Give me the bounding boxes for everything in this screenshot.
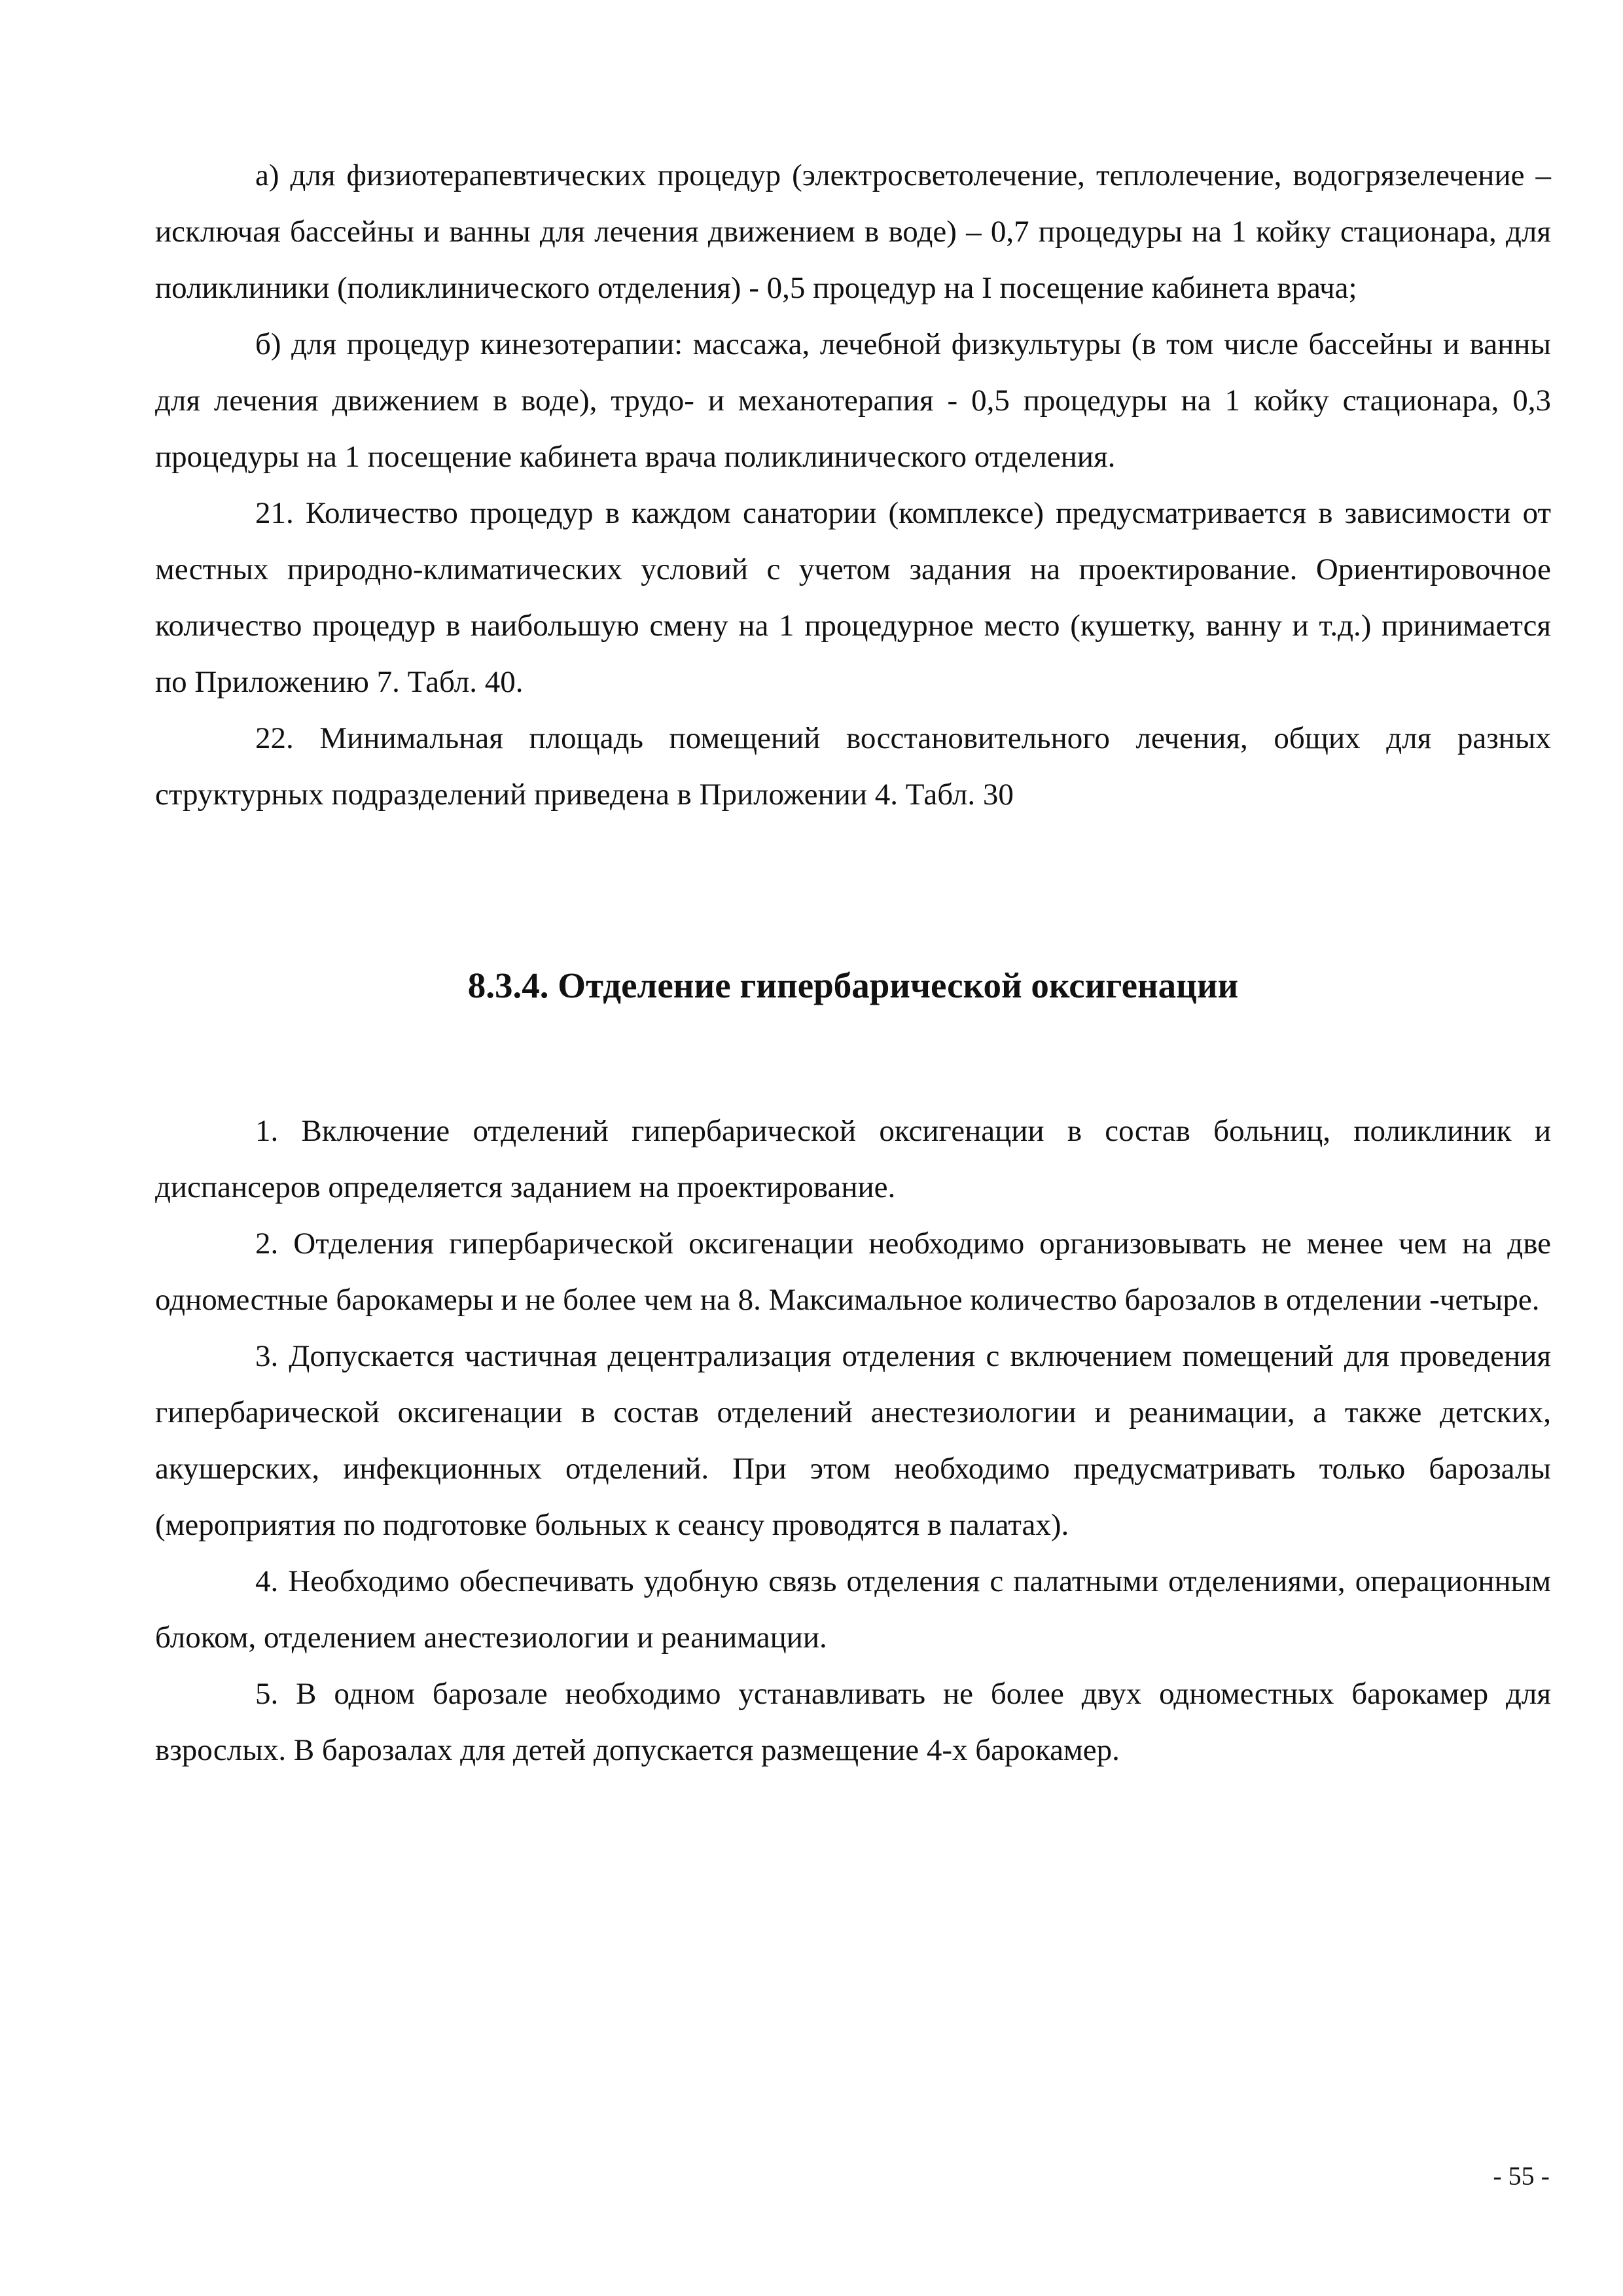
paragraph-section-1: 1. Включение отделений гипербарической оксигенации в состав больниц, поликлиник и диспансеров определяется заданием на проектирование.	[155, 1114, 1551, 1204]
page-number: - 55 -	[1493, 2161, 1550, 2191]
paragraph-section-5: 5. В одном барозале необходимо устанавливать не более двух одноместных барокамер для взрослых. В барозалах для детей допускается размещение 4-х барокамер.	[155, 1677, 1551, 1767]
paragraph-item-a: а) для физиотерапевтических процедур (электросветолечение, теплолечение, водогрязелечение –исключая бассейны и ванны для лечения движением в воде) – 0,7 процедуры на 1 койку стационара, для поликлиники (поликлинического отделения) - 0,5 процедур на I посещение кабинета врача;	[155, 158, 1551, 305]
paragraph-section-2: 2. Отделения гипербарической оксигенации необходимо организовывать не менее чем на две одноместные барокамеры и не более чем на 8. Максимальное количество барозалов в отделении -четыре.	[155, 1227, 1551, 1317]
paragraph-item-b: б) для процедур кинезотерапии: массажа, лечебной физкультуры (в том числе бассейны и ванны для лечения движением в воде), трудо- и механотерапия - 0,5 процедуры на 1 койку стационара, 0,3 процедуры на 1 посещение кабинета врача поликлинического отделения.	[155, 327, 1551, 474]
paragraph-22: 22. Минимальная площадь помещений восстановительного лечения, общих для разных структурных подразделений приведена в Приложении 4. Табл. 30	[155, 721, 1551, 812]
paragraph-section-3: 3. Допускается частичная децентрализация отделения с включением помещений для проведения гипербарической оксигенации в состав отделений анестезиологии и реанимации, а также детских, акушерских, инфекционных отделений. При этом необходимо предусматривать только барозалы (мероприятия по подготовке больных к сеансу проводятся в палатах).	[155, 1339, 1551, 1542]
paragraph-section-4: 4. Необходимо обеспечивать удобную связь отделения с палатными отделениями, операционным блоком, отделением анестезиологии и реанимации.	[155, 1564, 1551, 1655]
paragraph-21: 21. Количество процедур в каждом санатории (комплексе) предусматривается в зависимости от местных природно-климатических условий с учетом задания на проектирование. Ориентировочное количество процедур в наибольшую смену на 1 процедурное место (кушетку, ванну и т.д.) принимается по Приложению 7. Табл. 40.	[155, 496, 1551, 699]
section-title: 8.3.4. Отделение гипербарической оксигенации	[467, 965, 1239, 1005]
document-page	[155, 147, 1551, 1778]
